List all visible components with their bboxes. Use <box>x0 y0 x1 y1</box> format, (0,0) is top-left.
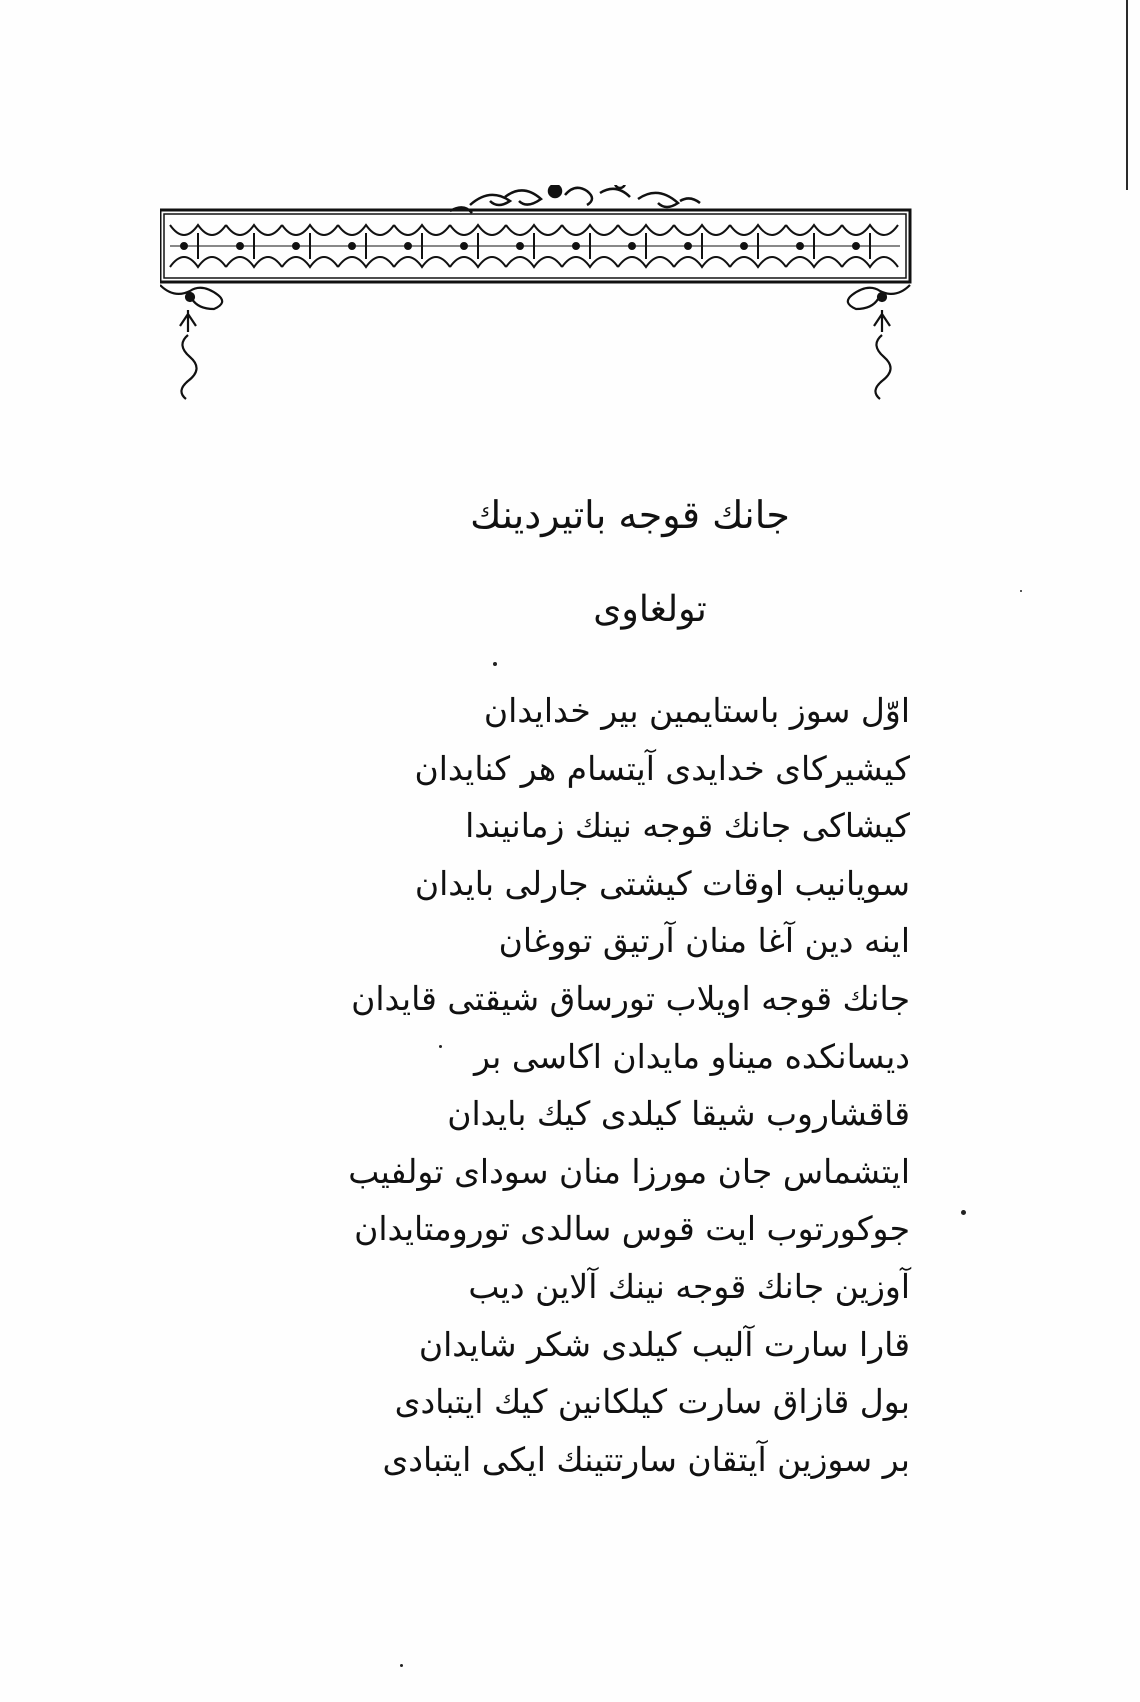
scan-speck <box>961 1210 966 1215</box>
poem-line-3: كيشاكى جانك قوجه نينك زمانيندا <box>465 806 910 846</box>
poem-line-5: اينه دين آغا منان آرتيق تووغان <box>498 921 910 961</box>
scan-speck <box>1020 590 1022 592</box>
page-subtitle: تولغاوى <box>593 589 707 630</box>
left-pendant-ornament <box>160 285 222 399</box>
poem-line-11: آوزين جانك قوجه نينك آلاين ديب <box>468 1266 910 1306</box>
poem-line-6: جانك قوجه اويلاب تورساق شيقتى قايدان <box>351 978 910 1018</box>
scan-speck <box>493 662 497 666</box>
poem-line-4: سويانيب اوقات كيشتى جارلى بايدان <box>414 863 910 903</box>
poem-line-12: قارا سارت آليب كيلدى شكر شايدان <box>418 1324 910 1364</box>
poem-line-8: قاقشاروب شيقا كيلدى كيك بايدان <box>447 1094 910 1134</box>
poem-line-13: بول قازاق سارت كيلكانين كيك ايتبادى <box>394 1382 910 1422</box>
page-edge-line <box>1126 0 1128 190</box>
decorative-headpiece-ornament <box>160 185 1000 435</box>
right-pendant-ornament <box>848 285 910 399</box>
poem-body <box>300 682 910 1488</box>
lattice-pattern <box>170 225 900 267</box>
poem-line-14: بر سوزين آيتقان سارتتينك ايكى ايتبادى <box>382 1439 910 1479</box>
poem-line-10: جوكورتوب ايت قوس سالدى تورومتايدان <box>354 1209 910 1249</box>
scan-speck <box>400 1664 403 1667</box>
poem-line-1: اوّل سوز باستايمين بير خدايدان <box>483 691 910 730</box>
poem-line-7: ديسانكده ميناو مايدان اكاسى بر <box>473 1036 910 1076</box>
poem-line-2: كيشيركاى خدايدى آيتسام هر كنايدان <box>414 748 910 788</box>
page-title: جانك قوجه باتيردينك <box>470 493 790 537</box>
poem-line-9: ايتشماس جان مورزا منان سوداى تولفيب <box>348 1151 910 1191</box>
scan-speck <box>439 1045 442 1048</box>
